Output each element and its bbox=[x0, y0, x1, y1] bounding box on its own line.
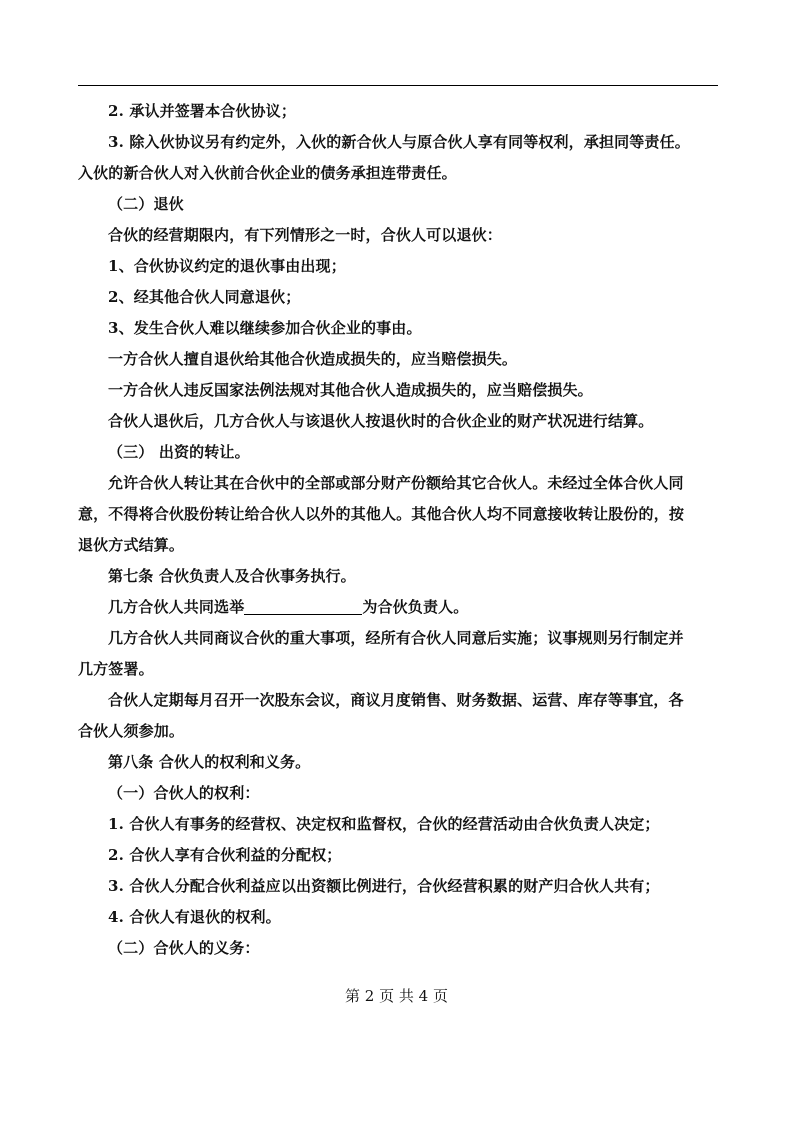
clause-text: 为合伙负责人。 bbox=[362, 598, 469, 616]
section-heading: （二）退伙 bbox=[108, 195, 184, 213]
clause-line: 4. 合伙人有退伙的权利。 bbox=[108, 908, 281, 926]
section-heading: （二）合伙人的义务： bbox=[108, 939, 260, 957]
clause-line: 2、经其他合伙人同意退伙； bbox=[108, 288, 301, 306]
clause-line: 退伙方式结算。 bbox=[78, 536, 185, 554]
clause-text: 几方合伙人共同选举 bbox=[108, 598, 245, 616]
header-rule bbox=[78, 85, 718, 86]
clause-line: 1. 合伙人有事务的经营权、决定权和监督权，合伙的经营活动由合伙负责人决定； bbox=[108, 815, 660, 833]
clause-line: 合伙人定期每月召开一次股东会议，商议月度销售、财务数据、运营、库存等事宜，各 bbox=[108, 691, 684, 709]
clause-line: 3. 除入伙协议另有约定外，入伙的新合伙人与原合伙人享有同等权利，承担同等责任。 bbox=[108, 133, 690, 151]
section-heading: （一）合伙人的权利： bbox=[108, 784, 260, 802]
article-heading: 第八条 合伙人的权利和义务。 bbox=[108, 753, 311, 771]
clause-line: 意，不得将合伙股份转让给合伙人以外的其他人。其他合伙人均不同意接收转让股份的，按 bbox=[78, 505, 685, 523]
clause-line: 允许合伙人转让其在合伙中的全部或部分财产份额给其它合伙人。未经过全体合伙人同 bbox=[108, 474, 684, 492]
clause-line: 合伙人须参加。 bbox=[78, 722, 185, 740]
clause-line: 2. 承认并签署本合伙协议； bbox=[108, 102, 296, 120]
clause-line: 几方签署。 bbox=[78, 660, 154, 678]
clause-line: 入伙的新合伙人对入伙前合伙企业的债务承担连带责任。 bbox=[78, 164, 457, 182]
clause-line: 几方合伙人共同商议合伙的重大事项，经所有合伙人同意后实施；议事规则另行制定并 bbox=[108, 629, 684, 647]
clause-line: 3、发生合伙人难以继续参加合伙企业的事由。 bbox=[108, 319, 422, 337]
clause-line: 合伙人退伙后，几方合伙人与该退伙人按退伙时的合伙企业的财产状况进行结算。 bbox=[108, 412, 654, 430]
clause-line bbox=[78, 592, 718, 623]
clause-line: 一方合伙人擅自退伙给其他合伙造成损失的，应当赔偿损失。 bbox=[108, 350, 518, 368]
page-number-footer: 第 2 页 共 4 页 bbox=[345, 987, 448, 1005]
blank-fill-line[interactable] bbox=[244, 596, 362, 615]
clause-line: 1、合伙协议约定的退伙事由出现； bbox=[108, 257, 346, 275]
clause-line: 一方合伙人违反国家法例法规对其他合伙人造成损失的，应当赔偿损失。 bbox=[108, 381, 593, 399]
section-heading: （三） 出资的转让。 bbox=[108, 443, 250, 461]
article-heading: 第七条 合伙负责人及合伙事务执行。 bbox=[108, 567, 356, 585]
clause-line: 2. 合伙人享有合伙利益的分配权； bbox=[108, 846, 342, 864]
clause-line: 合伙的经营期限内，有下列情形之一时，合伙人可以退伙： bbox=[108, 226, 502, 244]
document-body bbox=[78, 96, 718, 964]
clause-line: 3. 合伙人分配合伙利益应以出资额比例进行，合伙经营积累的财产归合伙人共有； bbox=[108, 877, 660, 895]
